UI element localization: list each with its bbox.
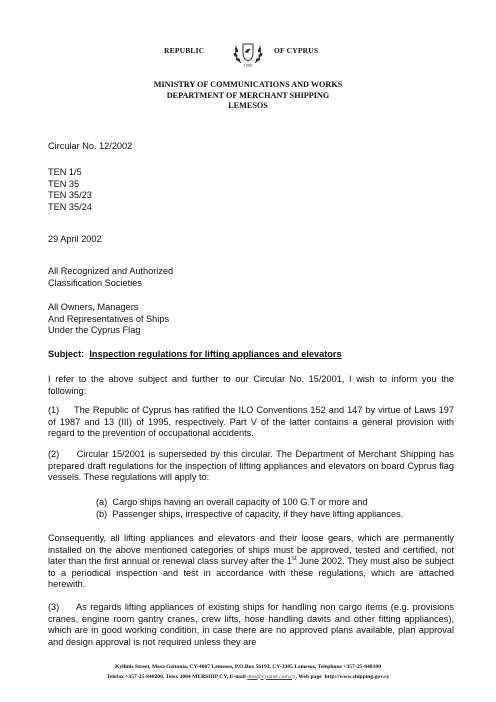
consequently-paragraph	[48, 533, 454, 591]
footer-telefax: Telefax +357-25-848200, Telex 2004 MERSHIP CY, E-mail	[106, 673, 246, 680]
addressee-group-1	[48, 266, 454, 289]
consequently-text-2: June 2002. They must also be subject to a periodical inspection and test in accordance with these regulations, which are attached herewith.	[48, 556, 454, 590]
ministry-name: MINISTRY OF COMMUNICATIONS AND WORKS	[153, 80, 343, 89]
consequently-text-1: Consequently, all lifting appliances and elevators and their loose gears, which are permanently installed on the above mentioned categories of ships must be approved, tested and certified, not later than the first annual or renewal class survey after the 1	[48, 533, 454, 567]
addressee-group-2	[48, 302, 454, 337]
subject-text: Inspection regulations for lifting appliances and elevators	[89, 349, 342, 359]
cyprus-coat-of-arms-icon	[230, 38, 266, 68]
footer	[0, 663, 496, 682]
addressee-line: Classification Societies	[48, 277, 142, 288]
footer-contact	[0, 673, 496, 683]
reference-list	[48, 167, 454, 213]
reference-item: TEN 1/5	[48, 167, 82, 177]
email-link[interactable]: dms@cytanet.com.cy	[247, 673, 296, 680]
addressee-line: All Owners, Managers	[48, 302, 139, 312]
circular-number: Circular No. 12/2002	[48, 141, 133, 151]
city-name: LEMESOS	[228, 101, 268, 110]
ordinal-suffix: st	[291, 556, 297, 563]
paragraph-2: (2) Circular 15/2001 is superseded by this circular. The Department of Merchant Shipping has prepared draft regulations for the inspection of lifting appliances and elevators on board Cyprus flag vessels. These regulations will apply to:	[48, 449, 454, 483]
svg-text:1960: 1960	[243, 63, 253, 68]
header-of-cyprus: OF CYPRUS	[274, 46, 319, 55]
paragraph-1: (1) The Republic of Cyprus has ratified the ILO Conventions 152 and 147 by virtue of Laws 197 of 1987 and 13 (III) of 1995, respectively. Part V of the latter contains a general provision with regard to the prevention of occupational accidents.	[48, 405, 454, 439]
reference-item: TEN 35/24	[48, 201, 92, 212]
letter-date: 29 April 2002	[48, 234, 102, 244]
web-link[interactable]: http://www.shipping.gov.cy	[324, 673, 390, 680]
list-item-b: (b) Passenger ships, irrespective of capacity, if they have lifting appliances.	[96, 509, 404, 519]
addressee-line: All Recognized and Authorized	[48, 266, 174, 276]
ministry-block	[0, 80, 496, 112]
reference-item: TEN 35	[48, 178, 80, 189]
subject-line	[48, 349, 454, 361]
addressee-line: And Representatives of Ships	[48, 313, 170, 324]
footer-address: Kyllinis Street, Mesa Geitonia, CY-4007 Lemesos, P.O.Box 56193, CY-3305 Lemesos, Telephone +357-25-848100	[115, 664, 381, 670]
header-republic: REPUBLIC	[164, 46, 205, 55]
subject-label: Subject:	[48, 349, 85, 359]
intro-paragraph: I refer to the above subject and further to our Circular No. 15/2001, I wish to inform you the following:	[48, 374, 454, 396]
letterhead	[0, 38, 496, 68]
department-name: DEPARTMENT OF MERCHANT SHIPPING	[166, 90, 330, 100]
paragraph-3: (3) As regards lifting appliances of existing ships for handling non cargo items (e.g. provisions cranes, engine room gantry cranes, crew lifts, hose handling davits and other fitting appliances), which are in good working condition, in case there are no approved plans available, plan approval and design approval is not required unless they are	[48, 602, 454, 647]
addressee-line: Under the Cyprus Flag	[48, 325, 141, 336]
footer-web-label: , Web page	[295, 673, 322, 680]
reference-item: TEN 35/23	[48, 190, 92, 201]
list-item-a: (a) Cargo ships having an overall capacity of 100 G.T or more and	[96, 497, 368, 507]
